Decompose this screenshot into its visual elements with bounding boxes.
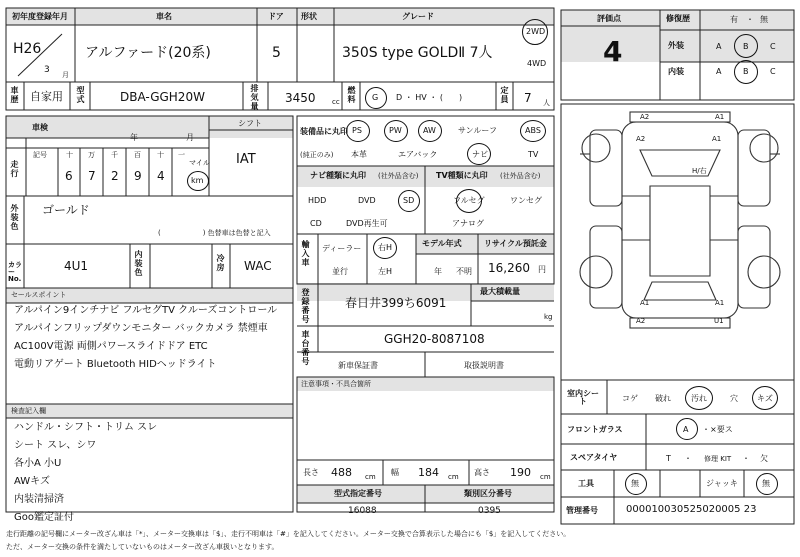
spare-t: T xyxy=(666,454,671,463)
spare-dot: ・ xyxy=(742,454,750,463)
height-unit: cm xyxy=(540,473,551,481)
dmg-hl: H/右 xyxy=(692,167,707,175)
tv-analog: アナログ xyxy=(452,219,484,228)
navi-hdd: HDD xyxy=(308,196,327,205)
mgmt-value: 000010030525020005 23 xyxy=(626,504,757,515)
navi-sub: (社外品含む) xyxy=(378,172,419,180)
interior-label: 内装 xyxy=(668,67,684,76)
color-value: ゴールド xyxy=(42,203,90,217)
seat-kizu: キズ xyxy=(757,394,773,403)
mileage-unit-0: 十 xyxy=(66,151,73,159)
dmg-a1-d: A1 xyxy=(715,299,725,307)
mileage-unit-3: 百 xyxy=(134,151,141,159)
dmg-a1-a: A1 xyxy=(715,113,725,121)
door-value: 5 xyxy=(272,45,281,61)
equip-navi: ナビ xyxy=(472,150,488,159)
height-label: 高さ xyxy=(474,468,490,477)
mileage-digit-0: 6 xyxy=(65,169,73,183)
warranty-manual: 取扱説明書 xyxy=(464,361,504,370)
equip-sub: (純正のみ) xyxy=(300,151,334,159)
import-label: 輸入車 xyxy=(301,240,310,267)
import-parallel: 並行 xyxy=(332,267,348,276)
plate-label: 登録番号 xyxy=(301,288,310,324)
chassis-value: GGH20-8087108 xyxy=(384,332,485,346)
capacity-unit: 人 xyxy=(543,99,550,107)
displacement-label: 排気量 xyxy=(250,84,259,111)
cooler-value: WAC xyxy=(244,259,272,273)
mileage-unit-2: 千 xyxy=(111,151,118,159)
fuel-g: G xyxy=(372,93,379,102)
seat-ana: 穴 xyxy=(730,394,738,403)
glass-label: フロントガラス xyxy=(567,425,623,434)
drive-4wd: 4WD xyxy=(527,59,547,68)
tv-label: TV種類に丸印 xyxy=(436,171,488,180)
repair-no: 無 xyxy=(760,15,768,24)
displacement-value: 3450 xyxy=(285,91,316,105)
spare-sep: ・ xyxy=(684,454,692,463)
fuel-rest: D ・ HV ・ ( ) xyxy=(396,93,463,102)
height-value: 190 xyxy=(510,466,531,479)
dmg-a1-b: A1 xyxy=(712,135,722,143)
dmg-a2-c: A2 xyxy=(636,317,646,325)
navi-sd: SD xyxy=(403,196,415,205)
equip-sunroof: サンルーフ xyxy=(458,126,497,135)
model-year-label: モデル年式 xyxy=(422,239,462,248)
inspect-note-0: ハンドル・シフト・トリム スレ xyxy=(14,422,158,433)
shape-label: 形状 xyxy=(301,12,317,21)
model-label: 型式 xyxy=(76,86,85,104)
color-note: ( ) 色替車は色替と記入 xyxy=(158,229,271,237)
max-load-label: 最大積載量 xyxy=(480,287,520,296)
inspection-year: 年 xyxy=(130,133,138,142)
glass-rest: ・×要ス xyxy=(702,425,733,434)
sales-points-label: セールスポイント xyxy=(11,291,67,299)
mileage-label: 走行 xyxy=(10,160,19,178)
exterior-label: 外装 xyxy=(668,41,684,50)
width-label: 幅 xyxy=(391,468,399,477)
inspect-note-5: Goo鑑定証付 xyxy=(14,512,74,523)
type-no-label: 型式指定番号 xyxy=(334,489,382,498)
sales-point-3: 電動リアゲート Bluetooth HIDヘッドライト xyxy=(14,359,217,370)
length-unit: cm xyxy=(365,473,376,481)
color-label: 外装色 xyxy=(10,204,19,231)
first-reg-year: H26 xyxy=(13,41,42,57)
interior-b: B xyxy=(743,67,749,76)
capacity-value: 7 xyxy=(524,91,532,105)
displacement-unit: cc xyxy=(332,98,340,106)
exterior-c: C xyxy=(770,42,776,51)
dmg-a2-b: A2 xyxy=(636,135,646,143)
max-load-unit: kg xyxy=(544,313,553,321)
recycle-label: リサイクル預託金 xyxy=(484,239,547,248)
equip-leather: 本革 xyxy=(351,150,367,159)
equip-tv: TV xyxy=(528,150,539,159)
inspect-notes-label: 検査記入欄 xyxy=(11,407,46,415)
car-name-label: 車名 xyxy=(156,12,172,21)
fuel-label: 燃料 xyxy=(347,86,356,104)
length-value: 488 xyxy=(331,466,352,479)
glass-a: A xyxy=(683,425,689,434)
navi-dvd: DVD xyxy=(358,196,376,205)
import-dealer: ディーラー xyxy=(322,244,362,253)
jack-value: 無 xyxy=(762,479,770,488)
class-no-value: 0395 xyxy=(478,506,501,516)
mileage-digit-2: 2 xyxy=(111,169,119,183)
color-no-value: 4U1 xyxy=(64,259,89,273)
sales-point-1: アルパインフリップダウンモニター バックカメラ 禁煙車 xyxy=(14,323,268,334)
inspect-note-1: シート スレ、シワ xyxy=(14,440,97,451)
width-unit: cm xyxy=(448,473,459,481)
grade-value: 350S type GOLDⅡ 7人 xyxy=(342,45,493,61)
warranty-new: 新車保証書 xyxy=(338,361,378,370)
grade-label: グレード xyxy=(402,12,434,21)
spare-none: 欠 xyxy=(760,454,768,463)
inspect-note-3: AWキズ xyxy=(14,476,50,487)
interior-c: C xyxy=(770,67,776,76)
sales-point-2: AC100V電源 両側パワースライドドア ETC xyxy=(14,341,208,352)
chassis-label: 車台番号 xyxy=(301,330,310,366)
usage-label: 車歴 xyxy=(10,86,19,104)
seat-yabure: 破れ xyxy=(655,394,671,403)
inspect-note-4: 内装清掃済 xyxy=(14,494,64,505)
plate-value: 春日井399ち6091 xyxy=(345,296,447,310)
tv-fullseg: フルセグ xyxy=(453,196,485,205)
mileage-digit-3: 9 xyxy=(134,169,142,183)
first-reg-month: 3 xyxy=(44,65,50,75)
import-left: 左H xyxy=(378,267,393,276)
seat-koge: コゲ xyxy=(622,394,638,403)
length-label: 長さ xyxy=(303,468,319,477)
usage-value: 自家用 xyxy=(30,90,63,103)
navi-cd: CD xyxy=(310,219,322,228)
width-value: 184 xyxy=(418,466,439,479)
first-reg-month-unit: 月 xyxy=(62,71,69,79)
equip-ps: PS xyxy=(352,126,362,135)
exterior-b: B xyxy=(743,42,749,51)
seat-yogore: 汚れ xyxy=(691,394,707,403)
model-year-unknown: 不明 xyxy=(456,267,472,276)
dmg-u1: U1 xyxy=(714,317,724,325)
model-year-year: 年 xyxy=(434,267,442,276)
class-no-label: 類別区分番号 xyxy=(464,489,512,498)
recycle-unit: 円 xyxy=(538,265,546,274)
color-no-label: カラーNo. xyxy=(8,261,22,283)
recycle-value: 16,260 xyxy=(488,261,530,275)
seat-label: 室内シート xyxy=(567,389,599,406)
tv-sub: (社外品含む) xyxy=(500,172,541,180)
cooler-label: 冷房 xyxy=(216,254,225,272)
jack-label: ジャッキ xyxy=(706,479,738,488)
dmg-a2-a: A2 xyxy=(640,113,650,121)
footer-line1: 走行距離の記号欄にメーター改ざん車は「*」、メーター交換車は「$」、走行不明車は「#」を記入してください。メーター交換で合算表示した場合にも「$」を記入してください。 xyxy=(6,530,571,538)
equip-abs: ABS xyxy=(525,126,541,135)
type-no-value: 16088 xyxy=(348,506,377,516)
inspect-note-2: 各小A 小U xyxy=(14,458,62,469)
score-value: 4 xyxy=(603,35,623,68)
car-name-value: アルファード(20系) xyxy=(85,45,211,61)
equip-label: 装備品に丸印 xyxy=(300,127,348,136)
navi-dvdplay: DVD再生可 xyxy=(346,219,388,228)
interior-a: A xyxy=(716,67,722,76)
shift-value: IAT xyxy=(236,152,256,167)
sales-point-0: アルパイン9インチナビ フルセグTV クルーズコントロール xyxy=(14,305,278,316)
tools-value: 無 xyxy=(631,479,639,488)
equip-airbag: エアバック xyxy=(398,150,438,159)
mileage-digit-1: 7 xyxy=(88,169,96,183)
shift-label: シフト xyxy=(238,119,262,128)
tv-oneseg: ワンセグ xyxy=(510,196,542,205)
repair-label: 修復歴 xyxy=(666,14,690,23)
mgmt-label: 管理番号 xyxy=(566,506,598,515)
score-label: 評価点 xyxy=(597,14,621,23)
car-diagram xyxy=(580,112,780,328)
mileage-digit-4: 4 xyxy=(157,169,165,183)
inspection-month: 月 xyxy=(186,133,194,142)
mileage-km: km xyxy=(191,176,204,185)
int-color-label: 内装色 xyxy=(134,250,143,277)
equip-aw: AW xyxy=(423,126,436,135)
spare-kit: 修理 KIT xyxy=(704,455,732,463)
navi-label: ナビ種類に丸印 xyxy=(310,171,366,180)
spare-label: スペアタイヤ xyxy=(570,453,618,462)
capacity-label: 定員 xyxy=(500,86,509,104)
mileage-unit-5: 一 xyxy=(178,151,185,159)
equip-pw: PW xyxy=(389,126,402,135)
mileage-unit-1: 万 xyxy=(88,151,95,159)
model-value: DBA-GGH20W xyxy=(120,90,205,104)
mileage-unit-4: 十 xyxy=(157,151,164,159)
tools-label: 工具 xyxy=(578,479,594,488)
footer-line2: ただ、メーター交換の条件を満たしていないものはメーター改ざん車扱いとなります。 xyxy=(6,543,279,551)
exterior-a: A xyxy=(716,42,722,51)
repair-sep: ・ xyxy=(746,15,754,24)
mileage-mile: マイル xyxy=(189,159,210,167)
import-right: 右H xyxy=(378,243,393,252)
mileage-mark: 記号 xyxy=(33,151,47,159)
drive-2wd: 2WD xyxy=(526,27,546,36)
repair-yes: 有 xyxy=(730,15,738,24)
door-label: ドア xyxy=(268,12,284,21)
caution-label: 注意事項・不具合箇所 xyxy=(301,380,371,388)
inspection-label: 車検 xyxy=(32,123,48,132)
first-reg-label: 初年度登録年月 xyxy=(12,12,68,21)
dmg-a1-c: A1 xyxy=(640,299,650,307)
